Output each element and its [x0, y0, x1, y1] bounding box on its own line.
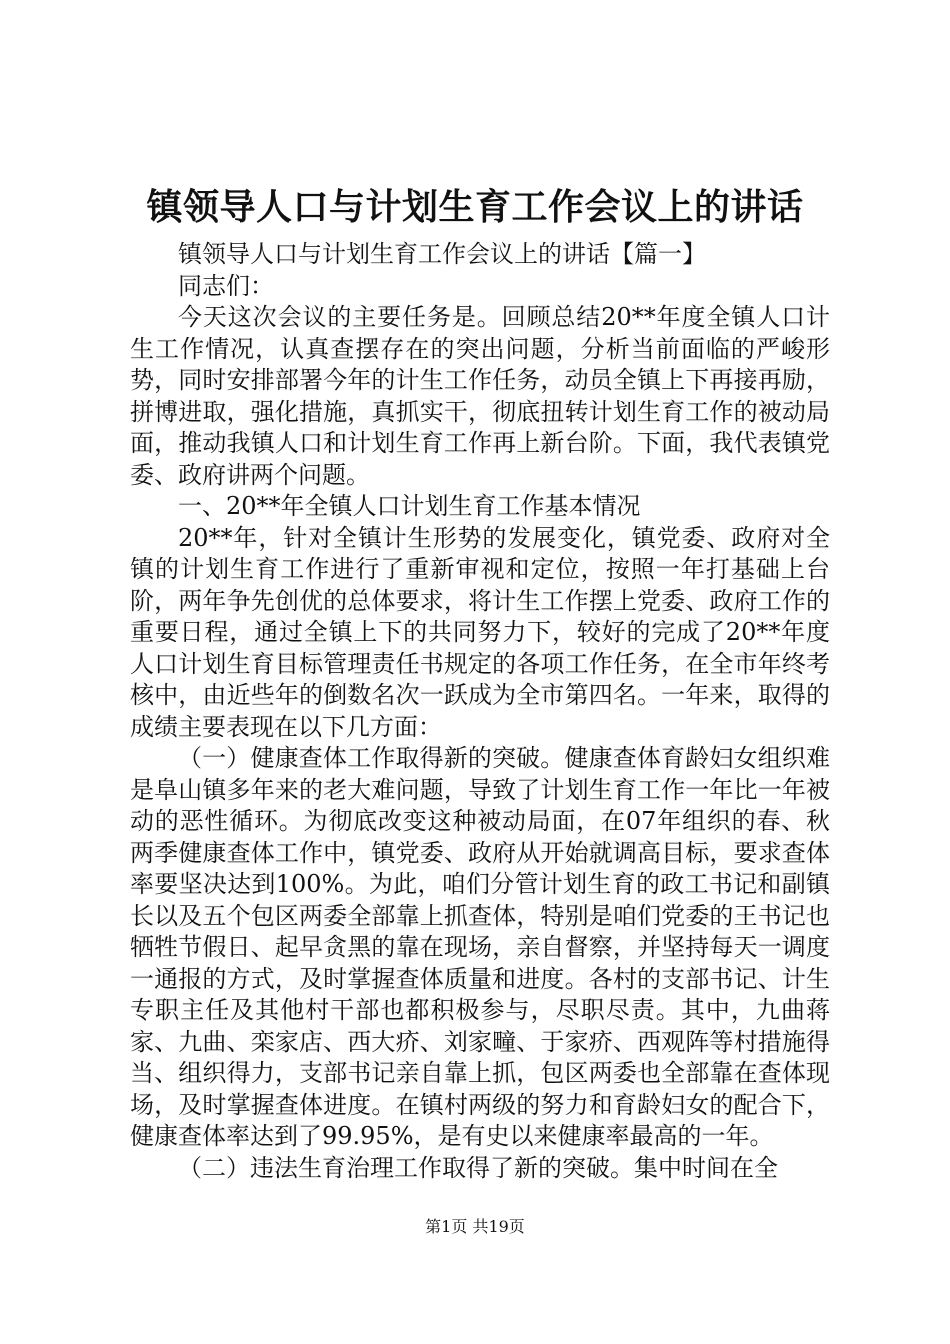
- body-paragraph: 今天这次会议的主要任务是。回顾总结20**年度全镇人口计生工作情况，认真查摆存在的突出问题，分析当前面临的严峻形势，同时安排部署今年的计生工作任务，动员全镇上下再接再励，拼博进取，强化措施，真抓实干，彻底扭转计划生育工作的被动局面，推动我镇人口和计划生育工作再上新台阶。下面，我代表镇党委、政府讲两个问题。: [130, 303, 830, 489]
- document-body: [130, 239, 830, 1184]
- section-heading: 一、20**年全镇人口计划生育工作基本情况: [178, 492, 641, 520]
- document-subtitle: 镇领导人口与计划生育工作会议上的讲话【篇一】: [178, 240, 706, 268]
- body-paragraph: 20**年，针对全镇计生形势的发展变化，镇党委、政府对全镇的计划生育工作进行了重新审视和定位，按照一年打基础上台阶，两年争先创优的总体要求，将计生工作摆上党委、政府工作的重要日程，通过全镇上下的共同努力下，较好的完成了20**年度人口计划生育目标管理责任书规定的各项工作任务，在全市年终考核中，由近些年的倒数名次一跃成为全市第四名。一年来，取得的成绩主要表现在以下几方面：: [130, 523, 830, 741]
- page-number-footer: 第1页 共19页: [425, 1217, 525, 1236]
- body-paragraph: （二）违法生育治理工作取得了新的突破。集中时间在全: [178, 1153, 778, 1182]
- document-title: 镇领导人口与计划生育工作会议上的讲话: [146, 187, 804, 228]
- body-paragraph: （一）健康查体工作取得新的突破。健康查体育龄妇女组织难是阜山镇多年来的老大难问题，导致了计划生育工作一年比一年被动的恶性循环。为彻底改变这种被动局面，在07年组织的春、秋两季健康查体工作中，镇党委、政府从开始就调高目标，要求查体率要坚决达到100%。为此，咱们分管计划生育的政工书记和副镇长以及五个包区两委全部靠上抓查体，特别是咱们党委的王书记也牺牲节假日、起早贪黑的靠在现场，亲自督察，并坚持每天一调度一通报的方式，及时掌握查体质量和进度。各村的支部书记、计生专职主任及其他村干部也都积极参与，尽职尽责。其中，九曲蒋家、九曲、栾家店、西大疥、刘家疃、于家疥、西观阵等村措施得当、组织得力，支部书记亲自靠上抓，包区两委也全部靠在查体现场，及时掌握查体进度。在镇村两级的努力和育龄妇女的配合下，健康查体率达到了99.95%，是有史以来健康率最高的一年。: [130, 744, 830, 1150]
- salutation-paragraph: 同志们：: [178, 271, 274, 300]
